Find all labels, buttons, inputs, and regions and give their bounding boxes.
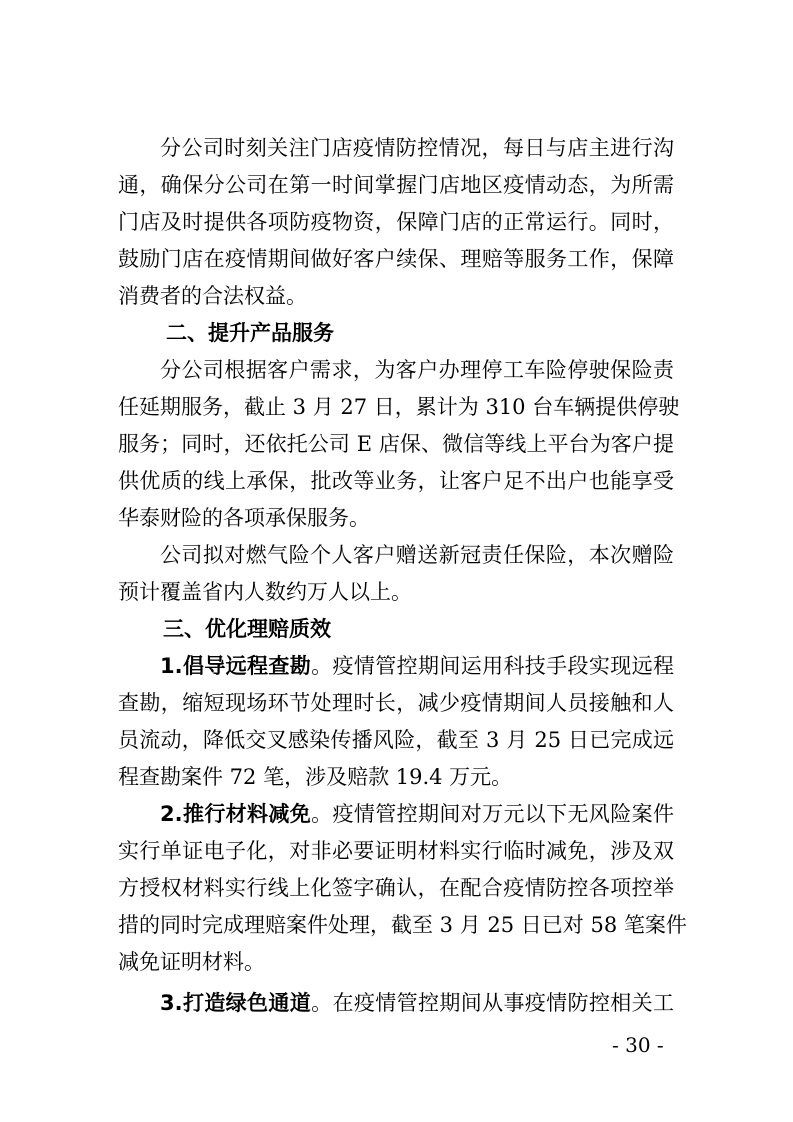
text-line: 门店及时提供各项防疫物资，保障门店的正常运行。同时， — [118, 210, 674, 234]
text-line: 方授权材料实行线上化签字确认，在配合疫情防控各项控举 — [118, 876, 674, 900]
item-lead-remote-survey: 1.倡导远程查勘 — [160, 654, 312, 678]
text-line: 措的同时完成理赔案件处理，截至 3 月 25 日已对 58 笔案件 — [118, 913, 687, 937]
text-line: 供优质的线上承保，批改等业务，让客户足不出户也能享受 — [118, 469, 674, 493]
item-lead-material-waiver: 2.推行材料减免 — [160, 802, 312, 826]
text-line: 通，确保分公司在第一时间掌握门店地区疫情动态，为所需 — [118, 173, 674, 197]
text-line: 任延期服务，截止 3 月 27 日，累计为 310 台车辆提供停驶 — [118, 395, 680, 419]
text-line: 程查勘案件 72 笔，涉及赔款 19.4 万元。 — [118, 765, 513, 789]
text-line — [160, 989, 674, 1017]
text-line: 员流动，降低交叉感染传播风险，截至 3 月 25 日已完成远 — [118, 728, 674, 752]
text-line: 公司拟对燃气险个人客户赠送新冠责任保险，本次赠险 — [160, 543, 674, 567]
section-heading-claims-efficiency: 三、优化理赔质效 — [163, 617, 331, 641]
item-text: 。疫情管控期间对万元以下无风险案件 — [311, 802, 675, 826]
page-number: - 30 - — [612, 1033, 664, 1057]
text-line: 查勘，缩短现场环节处理时长，减少疫情期间人员接触和人 — [118, 691, 674, 715]
text-line: 消费者的合法权益。 — [118, 284, 307, 308]
item-lead-green-channel: 3.打造绿色通道 — [160, 991, 312, 1015]
text-line: 分公司时刻关注门店疫情防控情况，每日与店主进行沟 — [160, 136, 674, 160]
text-line: 预计覆盖省内人数约万人以上。 — [118, 580, 412, 604]
section-heading-product-service: 二、提升产品服务 — [166, 321, 334, 345]
text-line: 鼓励门店在疫情期间做好客户续保、理赔等服务工作，保障 — [118, 247, 674, 271]
item-text: 。疫情管控期间运用科技手段实现远程 — [311, 654, 675, 678]
text-line: 减免证明材料。 — [118, 950, 265, 974]
item-text: 。在疫情管控期间从事疫情防控相关工 — [311, 991, 675, 1015]
text-line — [160, 800, 674, 828]
text-line — [160, 652, 674, 680]
text-line: 服务；同时，还依托公司 E 店保、微信等线上平台为客户提 — [118, 432, 674, 456]
text-line: 实行单证电子化，对非必要证明材料实行临时减免，涉及双 — [118, 839, 674, 863]
text-line: 华泰财险的各项承保服务。 — [118, 506, 370, 530]
text-line: 分公司根据客户需求，为客户办理停工车险停驶保险责 — [160, 358, 674, 382]
